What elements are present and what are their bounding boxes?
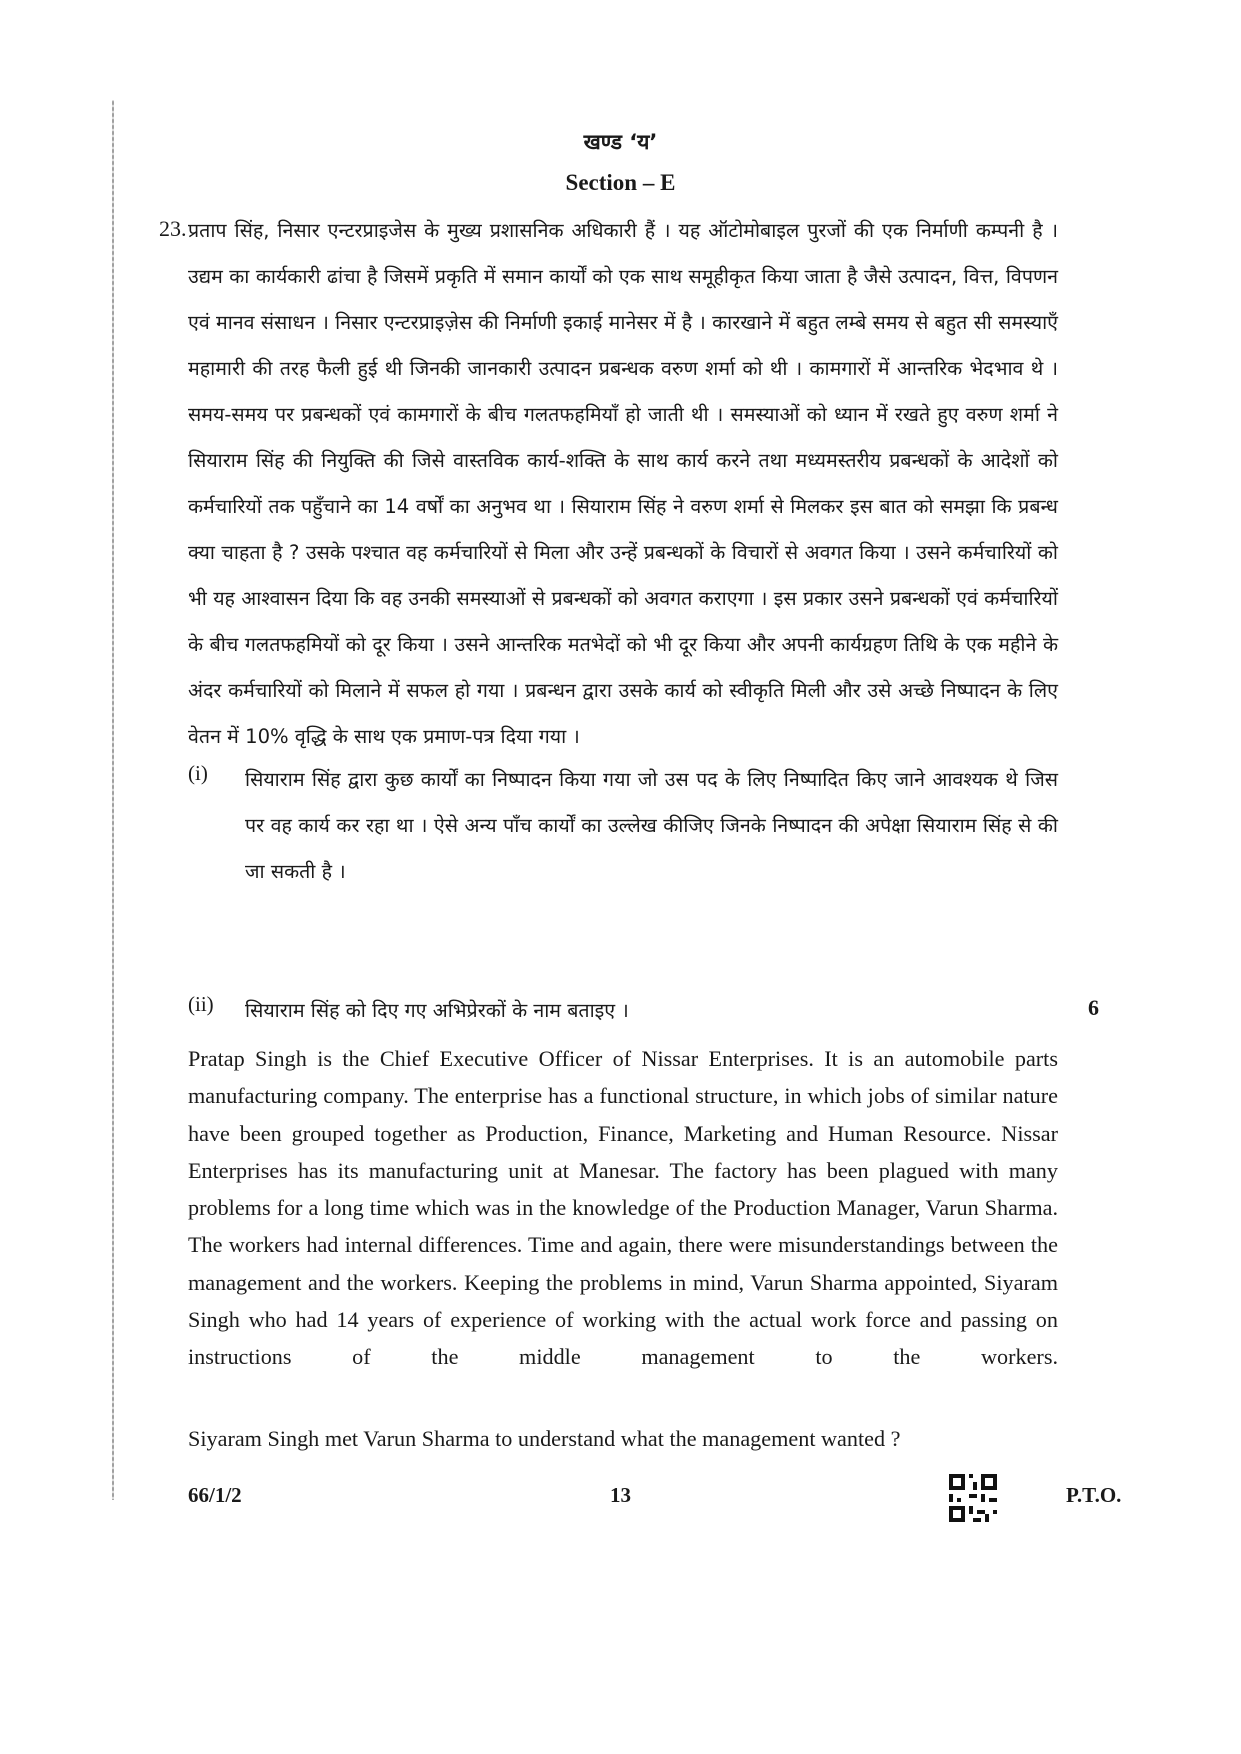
sub-question-i-text: सियाराम सिंह द्वारा कुछ कार्यों का निष्पादन किया गया जो उस पद के लिए निष्पादित किए जाने आवश्यक थे जिस पर वह कार्य कर रहा था । ऐसे अन्य पाँच कार्यों का उल्लेख कीजिए जिनके निष्पादन की अपेक्षा सियाराम सिंह से की जा सकती है ।: [245, 768, 1058, 883]
section-title-hindi: खण्ड ‘य’: [583, 130, 658, 154]
margin-dotted-line: [112, 100, 114, 1500]
question-text-english-continued: Siyaram Singh met Varun Sharma to understand what the management wanted ?: [188, 1426, 901, 1451]
paper-code: 66/1/2: [188, 1483, 242, 1507]
page-number: 13: [610, 1483, 631, 1507]
sub-question-ii-label: (ii): [188, 992, 214, 1016]
sub-question-ii-text: सियाराम सिंह को दिए गए अभिप्रेरकों के नाम बताइए ।: [245, 999, 629, 1022]
section-title-english: Section – E: [565, 170, 676, 195]
please-turn-over: P.T.O.: [1066, 1483, 1122, 1507]
question-number: 23.: [159, 216, 187, 241]
question-text-english: Pratap Singh is the Chief Executive Officer of Nissar Enterprises. It is an automobile parts manufacturing company. The enterprise has a functional structure, in which jobs of similar nature have been grouped together as Production, Finance, Marketing and Human Resource. Nissar Enterprises has its manufacturing unit at Manesar. The factory has been plagued with many problems for a long time which was in the knowledge of the Production Manager, Varun Sharma. The workers had internal differences. Time and again, there were misunderstandings between the management and the workers. Keeping the problems in mind, Varun Sharma appointed, Siyaram Singh who had 14 years of experience of working with the actual work force and passing on instructions of the middle management to the workers.: [188, 1046, 1058, 1370]
marks: 6: [1088, 995, 1099, 1020]
sub-question-i-label: (i): [188, 761, 208, 785]
qr-code-icon: [949, 1474, 997, 1522]
question-text-hindi: प्रताप सिंह, निसार एन्टरप्राइजेस के मुख्य प्रशासनिक अधिकारी हैं । यह ऑटोमोबाइल पुरजों की एक निर्माणी कम्पनी है । उद्यम का कार्यकारी ढांचा है जिसमें प्रकृति में समान कार्यों को एक साथ समूहीकृत किया जाता है जैसे उत्पादन, वित्त, विपणन एवं मानव संसाधन । निसार एन्टरप्राइज़ेस की निर्माणी इकाई मानेसर में है । कारखाने में बहुत लम्बे समय से बहुत सी समस्याएँ महामारी की तरह फैली हुई थी जिनकी जानकारी उत्पादन प्रबन्धक वरुण शर्मा को थी । कामगारों में आन्तरिक भेदभाव थे । समय-समय पर प्रबन्धकों एवं कामगारों के बीच गलतफहमियाँ हो जाती थी । समस्याओं को ध्यान में रखते हुए वरुण शर्मा ने सियाराम सिंह की नियुक्ति की जिसे वास्तविक कार्य-शक्ति के साथ कार्य करने तथा मध्यमस्तरीय प्रबन्धकों के आदेशों को कर्मचारियों तक पहुँचाने का 14 वर्षों का अनुभव था । सियाराम सिंह ने वरुण शर्मा से मिलकर इस बात को समझा कि प्रबन्ध क्या चाहता है ? उसके पश्चात वह कर्मचारियों से मिला और उन्हें प्रबन्धकों के विचारों से अवगत किया । उसने कर्मचारियों को भी यह आश्वासन दिया कि वह उनकी समस्याओं से प्रबन्धकों को अवगत कराएगा । इस प्रकार उसने प्रबन्धकों एवं कर्मचारियों के बीच गलतफहमियों को दूर किया । उसने आन्तरिक मतभेदों को भी दूर किया और अपनी कार्यग्रहण तिथि के एक महीने के अंदर कर्मचारियों को मिलाने में सफल हो गया । प्रबन्धन द्वारा उसके कार्य को स्वीकृति मिली और उसे अच्छे निष्पादन के लिए वेतन में 10% वृद्धि के साथ एक प्रमाण-पत्र दिया गया ।: [188, 219, 1058, 748]
